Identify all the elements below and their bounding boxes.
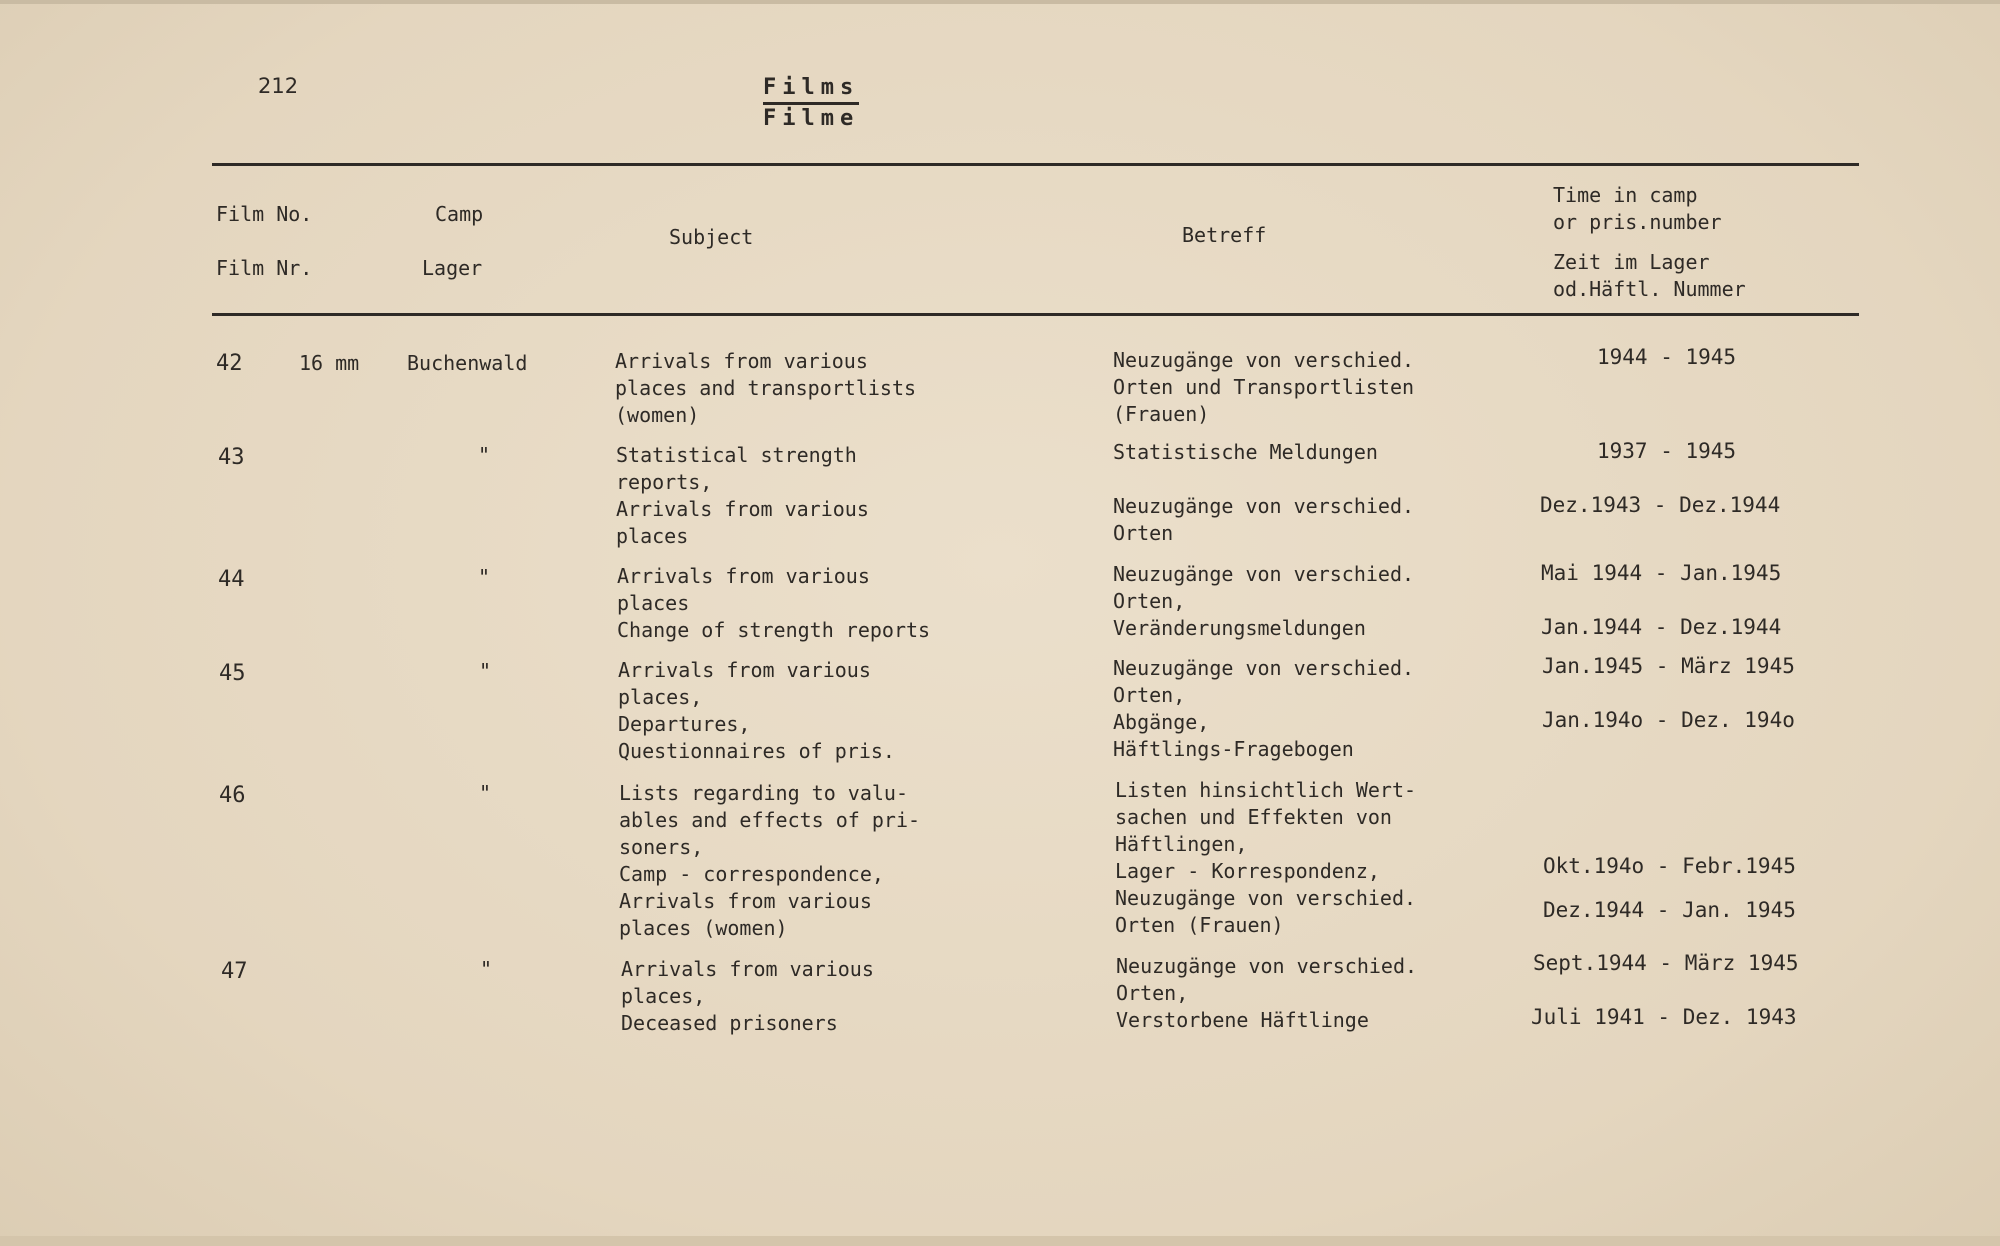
row-43-subject-4: places — [616, 524, 689, 548]
row-46-subject-4: Camp - correspondence, — [619, 862, 884, 886]
row-46-time-1: Okt.194o - Febr.1945 — [1543, 854, 1796, 878]
row-46-betreff-5: Neuzugänge von verschied. — [1115, 886, 1417, 910]
row-47-subject-1: Arrivals from various — [621, 957, 874, 981]
title-english: Films — [763, 74, 859, 105]
row-44-subject-3: Change of strength reports — [617, 618, 931, 642]
row-42-subject-1: Arrivals from various — [615, 349, 868, 373]
row-45-time-1: Jan.1945 - März 1945 — [1542, 654, 1795, 678]
row-43-subject-3: Arrivals from various — [616, 497, 869, 521]
row-45-betreff-2: Orten, — [1113, 683, 1186, 707]
row-45-time-2: Jan.194o - Dez. 194o — [1542, 708, 1795, 732]
row-44-time-1: Mai 1944 - Jan.1945 — [1541, 561, 1782, 585]
row-44-time-2: Jan.1944 - Dez.1944 — [1541, 615, 1782, 639]
header-camp: Camp — [435, 202, 484, 226]
row-43-time-1: 1937 - 1945 — [1597, 439, 1737, 463]
row-46-subject-3: soners, — [619, 835, 704, 859]
row-43-subject-2: reports, — [616, 470, 713, 494]
row-42-format: 16 mm — [299, 351, 360, 375]
row-43-subject-1: Statistical strength — [616, 443, 857, 467]
row-43-betreff-3: Orten — [1113, 521, 1174, 545]
row-43-film: 43 — [218, 445, 245, 470]
row-46-subject-6: places (women) — [619, 916, 788, 940]
header-lager: Lager — [422, 256, 483, 280]
row-47-time-1: Sept.1944 - März 1945 — [1533, 951, 1799, 975]
header-time-en-2: or pris.number — [1553, 210, 1722, 234]
row-42-betreff-2: Orten und Transportlisten — [1113, 375, 1415, 399]
row-42-subject-2: places and transportlists — [615, 376, 917, 400]
row-43-camp: " — [478, 443, 491, 467]
header-time-de-1: Zeit im Lager — [1553, 250, 1710, 274]
row-45-camp: " — [479, 659, 492, 683]
header-time-en-1: Time in camp — [1553, 183, 1698, 207]
row-45-betreff-1: Neuzugänge von verschied. — [1113, 656, 1415, 680]
row-47-betreff-1: Neuzugänge von verschied. — [1116, 954, 1418, 978]
row-44-camp: " — [478, 565, 491, 589]
row-45-subject-1: Arrivals from various — [618, 658, 871, 682]
row-46-subject-1: Lists regarding to valu- — [619, 781, 908, 805]
row-43-betreff-2: Neuzugänge von verschied. — [1113, 494, 1415, 518]
page-bottom-edge — [0, 1236, 2000, 1246]
row-46-betreff-3: Häftlingen, — [1115, 832, 1248, 856]
row-46-film: 46 — [219, 783, 246, 808]
row-46-betreff-4: Lager - Korrespondenz, — [1115, 859, 1380, 883]
row-44-subject-1: Arrivals from various — [617, 564, 870, 588]
header-time-de-2: od.Häftl. Nummer — [1553, 277, 1746, 301]
row-45-subject-4: Questionnaires of pris. — [618, 739, 895, 763]
row-47-film: 47 — [221, 959, 248, 984]
header-betreff: Betreff — [1182, 223, 1267, 247]
row-42-betreff-1: Neuzugänge von verschied. — [1113, 348, 1415, 372]
row-45-subject-3: Departures, — [618, 712, 751, 736]
row-47-camp: " — [480, 957, 493, 981]
page-number: 212 — [258, 74, 299, 98]
row-47-betreff-2: Orten, — [1116, 981, 1189, 1005]
page-title — [763, 74, 859, 133]
row-46-camp: " — [479, 781, 492, 805]
row-45-betreff-3: Abgänge, — [1113, 710, 1210, 734]
row-42-betreff-3: (Frauen) — [1113, 402, 1210, 426]
row-44-betreff-3: Veränderungsmeldungen — [1113, 616, 1366, 640]
row-42-film: 42 — [216, 351, 243, 376]
row-46-time-2: Dez.1944 - Jan. 1945 — [1543, 898, 1796, 922]
row-45-film: 45 — [219, 661, 246, 686]
header-top-rule — [212, 163, 1859, 166]
header-subject: Subject — [669, 225, 754, 249]
row-44-betreff-1: Neuzugänge von verschied. — [1113, 562, 1415, 586]
row-46-betreff-6: Orten (Frauen) — [1115, 913, 1284, 937]
row-44-subject-2: places — [617, 591, 690, 615]
header-bottom-rule — [212, 313, 1859, 316]
row-47-subject-3: Deceased prisoners — [621, 1011, 838, 1035]
row-46-betreff-1: Listen hinsichtlich Wert- — [1115, 778, 1417, 802]
row-47-time-2: Juli 1941 - Dez. 1943 — [1531, 1005, 1797, 1029]
header-film-nr: Film Nr. — [216, 256, 313, 280]
row-44-betreff-2: Orten, — [1113, 589, 1186, 613]
row-42-time-1: 1944 - 1945 — [1597, 345, 1737, 369]
row-46-betreff-2: sachen und Effekten von — [1115, 805, 1392, 829]
row-42-camp: Buchenwald — [407, 351, 528, 375]
title-german: Filme — [763, 106, 860, 131]
row-43-time-2: Dez.1943 - Dez.1944 — [1540, 493, 1781, 517]
row-44-film: 44 — [218, 567, 245, 592]
row-47-subject-2: places, — [621, 984, 706, 1008]
page-top-edge — [0, 0, 2000, 4]
row-47-betreff-3: Verstorbene Häftlinge — [1116, 1008, 1369, 1032]
header-film-no: Film No. — [216, 202, 313, 226]
row-45-subject-2: places, — [618, 685, 703, 709]
row-46-subject-2: ables and effects of pri- — [619, 808, 921, 832]
row-42-subject-3: (women) — [615, 403, 700, 427]
row-43-betreff-1: Statistische Meldungen — [1113, 440, 1378, 464]
row-45-betreff-4: Häftlings-Fragebogen — [1113, 737, 1354, 761]
row-46-subject-5: Arrivals from various — [619, 889, 872, 913]
